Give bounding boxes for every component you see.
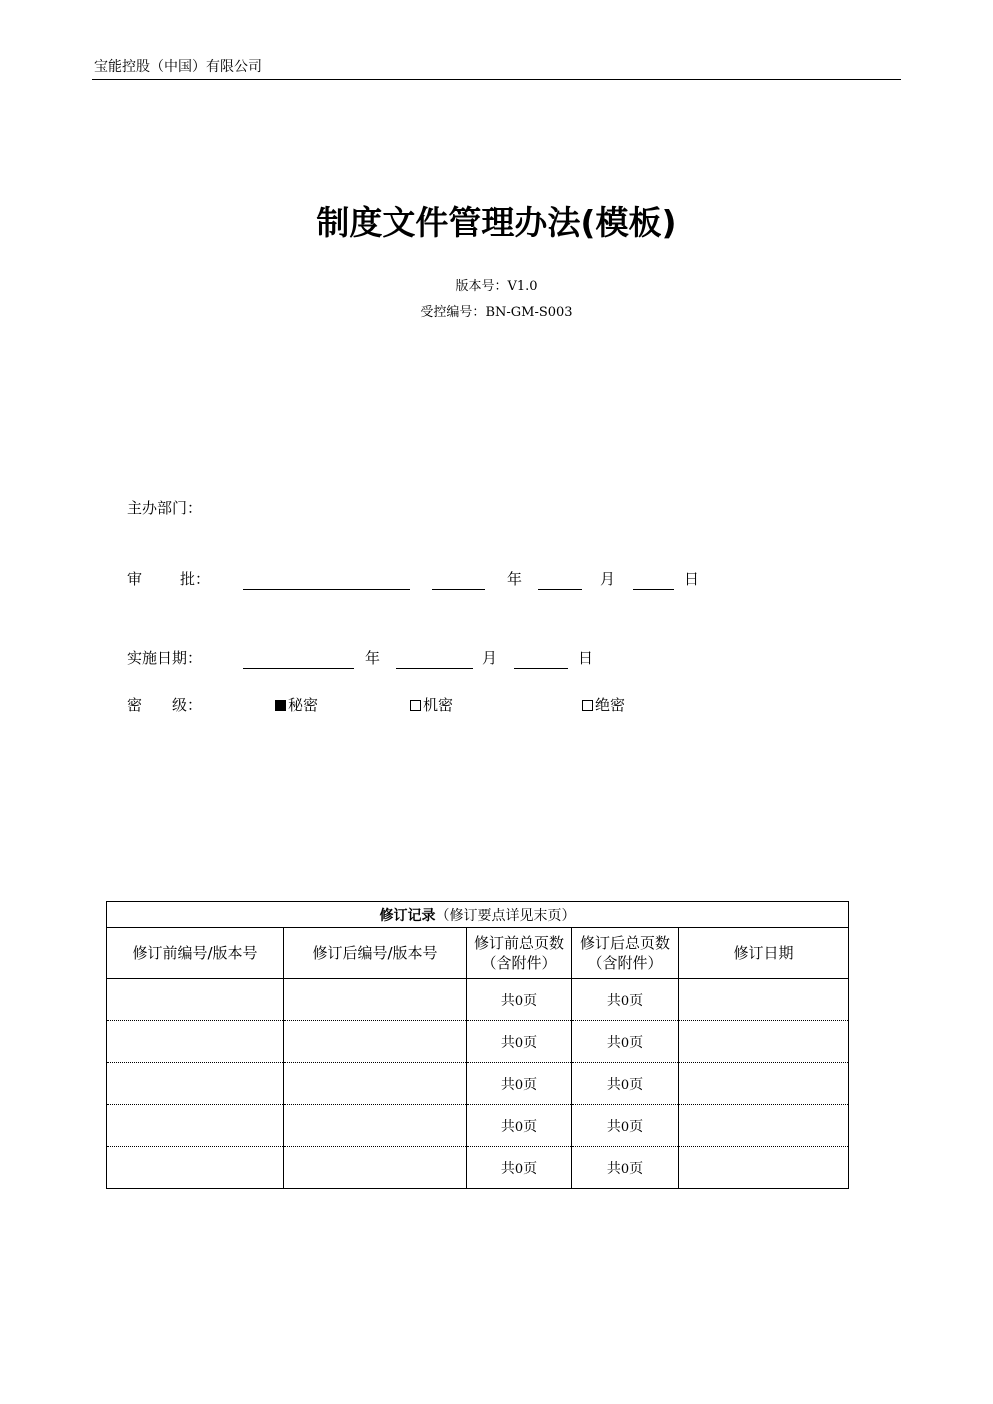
approval-month-line[interactable]	[538, 589, 582, 590]
header-after-pages-line1: 修订后总页数	[579, 934, 670, 952]
control-number-value: BN-GM-S003	[485, 305, 573, 320]
cell-before-number[interactable]	[107, 1063, 284, 1105]
table-caption-note: （修订要点详见末页）	[435, 907, 576, 924]
table-caption-title: 修订记录	[379, 907, 436, 924]
department-label: 主办部门：	[127, 499, 203, 517]
pages-count: 0	[620, 993, 630, 1009]
cell-after-pages[interactable]	[572, 1147, 679, 1189]
unchecked-checkbox-icon[interactable]	[410, 700, 421, 711]
control-number-line	[0, 304, 993, 322]
cell-after-number[interactable]	[284, 1147, 467, 1189]
cell-before-number[interactable]	[107, 1147, 284, 1189]
implementation-day-unit: 日	[578, 649, 594, 667]
cell-before-number[interactable]	[107, 1021, 284, 1063]
secrecy-option-label: 绝密	[595, 696, 626, 714]
cell-after-pages[interactable]	[572, 1105, 679, 1147]
cell-before-pages[interactable]	[467, 1063, 572, 1105]
header-revision-date: 修订日期	[679, 928, 849, 979]
header-after-pages-line2: （含附件）	[587, 954, 663, 972]
cell-revision-date[interactable]	[679, 979, 849, 1021]
version-line	[0, 278, 993, 296]
pages-count: 0	[620, 1077, 630, 1093]
pages-prefix: 共	[500, 992, 515, 1009]
implementation-day-line[interactable]	[514, 668, 568, 669]
table-row	[107, 979, 849, 1021]
pages-suffix: 页	[523, 1034, 538, 1051]
table-row	[107, 1147, 849, 1189]
pages-suffix: 页	[629, 992, 644, 1009]
cell-after-pages[interactable]	[572, 1063, 679, 1105]
pages-suffix: 页	[523, 1076, 538, 1093]
pages-suffix: 页	[523, 992, 538, 1009]
header-company-name: 宝能控股（中国）有限公司	[94, 59, 262, 75]
pages-prefix: 共	[500, 1076, 515, 1093]
control-number-label: 受控编号：	[420, 305, 486, 320]
pages-count: 0	[514, 1077, 524, 1093]
unchecked-checkbox-icon[interactable]	[582, 700, 593, 711]
approval-month-unit: 月	[600, 570, 616, 588]
secrecy-label-part1: 密	[127, 696, 143, 714]
secrecy-option-label: 机密	[423, 696, 454, 714]
approval-label-part2: 批：	[180, 570, 211, 588]
pages-suffix: 页	[523, 1160, 538, 1177]
approval-signature-line[interactable]	[243, 589, 410, 590]
implementation-year-line[interactable]	[243, 668, 354, 669]
revision-record-table	[106, 901, 849, 1189]
pages-count: 0	[514, 1119, 524, 1135]
pages-suffix: 页	[629, 1160, 644, 1177]
header-before-number: 修订前编号/版本号	[107, 928, 284, 979]
pages-prefix: 共	[500, 1034, 515, 1051]
cell-before-pages[interactable]	[467, 1147, 572, 1189]
cell-revision-date[interactable]	[679, 1063, 849, 1105]
checked-checkbox-icon[interactable]	[275, 700, 286, 711]
implementation-date-label: 实施日期：	[127, 649, 203, 667]
version-label: 版本号：	[455, 279, 508, 294]
pages-suffix: 页	[629, 1118, 644, 1135]
secrecy-option-label: 秘密	[288, 696, 319, 714]
cell-before-pages[interactable]	[467, 979, 572, 1021]
implementation-month-line[interactable]	[396, 668, 473, 669]
secrecy-option-confidential[interactable]	[410, 695, 453, 715]
table-row	[107, 1063, 849, 1105]
cell-after-number[interactable]	[284, 1105, 467, 1147]
cell-after-number[interactable]	[284, 979, 467, 1021]
secrecy-option-secret[interactable]	[275, 695, 318, 715]
pages-count: 0	[620, 1161, 630, 1177]
approval-label-part1: 审	[127, 570, 143, 588]
pages-count: 0	[620, 1035, 630, 1051]
header-after-number: 修订后编号/版本号	[284, 928, 467, 979]
pages-count: 0	[514, 993, 524, 1009]
cell-before-pages[interactable]	[467, 1105, 572, 1147]
secrecy-label-part2: 级：	[172, 696, 203, 714]
pages-prefix: 共	[606, 1160, 621, 1177]
approval-year-unit: 年	[507, 570, 523, 588]
cell-revision-date[interactable]	[679, 1021, 849, 1063]
pages-prefix: 共	[500, 1160, 515, 1177]
table-header-row	[107, 928, 849, 979]
cell-before-pages[interactable]	[467, 1021, 572, 1063]
table-caption-row	[107, 902, 849, 928]
document-title: 制度文件管理办法(模板)	[316, 203, 677, 242]
pages-suffix: 页	[629, 1034, 644, 1051]
pages-prefix: 共	[606, 1076, 621, 1093]
header-before-pages-line2: （含附件）	[481, 954, 557, 972]
header-before-pages-line1: 修订前总页数	[473, 934, 564, 952]
pages-prefix: 共	[606, 1118, 621, 1135]
approval-day-unit: 日	[684, 570, 700, 588]
pages-count: 0	[514, 1161, 524, 1177]
pages-count: 0	[620, 1119, 630, 1135]
header-after-pages	[572, 928, 679, 979]
pages-suffix: 页	[629, 1076, 644, 1093]
version-value: V1.0	[507, 279, 538, 294]
approval-day-line[interactable]	[633, 589, 674, 590]
cell-after-pages[interactable]	[572, 1021, 679, 1063]
cell-before-number[interactable]	[107, 1105, 284, 1147]
pages-prefix: 共	[500, 1118, 515, 1135]
table-row	[107, 1021, 849, 1063]
pages-count: 0	[514, 1035, 524, 1051]
cell-after-number[interactable]	[284, 1021, 467, 1063]
approval-year-line[interactable]	[432, 589, 485, 590]
cell-after-number[interactable]	[284, 1063, 467, 1105]
pages-suffix: 页	[523, 1118, 538, 1135]
implementation-year-unit: 年	[365, 649, 381, 667]
header-divider	[92, 79, 901, 80]
secrecy-option-top-secret[interactable]	[582, 695, 625, 715]
table-row	[107, 1105, 849, 1147]
cell-revision-date[interactable]	[679, 1105, 849, 1147]
implementation-month-unit: 月	[482, 649, 498, 667]
header-before-pages	[467, 928, 572, 979]
pages-prefix: 共	[606, 1034, 621, 1051]
cell-after-pages[interactable]	[572, 979, 679, 1021]
cell-revision-date[interactable]	[679, 1147, 849, 1189]
pages-prefix: 共	[606, 992, 621, 1009]
cell-before-number[interactable]	[107, 979, 284, 1021]
table-caption	[107, 902, 849, 928]
